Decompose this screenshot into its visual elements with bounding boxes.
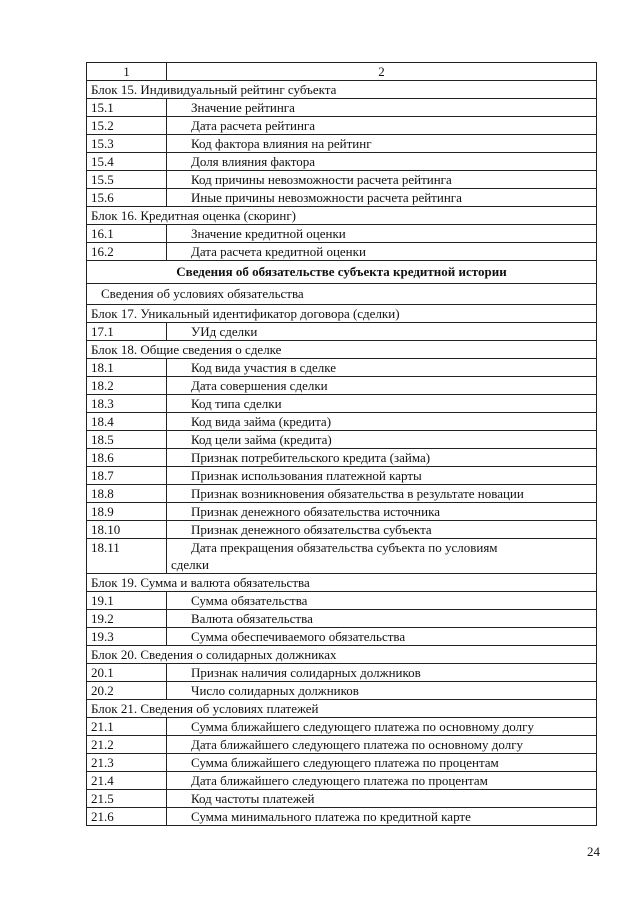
- section-title: Сведения об обязательстве субъекта кредитной истории: [87, 261, 597, 284]
- item-description: УИд сделки: [167, 323, 597, 341]
- item-number: 20.1: [87, 664, 167, 682]
- item-number: 18.7: [87, 467, 167, 485]
- item-number: 15.6: [87, 189, 167, 207]
- item-description: Валюта обязательства: [167, 610, 597, 628]
- item-description: Дата ближайшего следующего платежа по основному долгу: [167, 736, 597, 754]
- block-title: Блок 20. Сведения о солидарных должниках: [87, 646, 597, 664]
- table-row: [87, 225, 597, 243]
- table-row: [87, 153, 597, 171]
- block-title: Блок 21. Сведения об условиях платежей: [87, 700, 597, 718]
- table-row: [87, 135, 597, 153]
- table-row: [87, 485, 597, 503]
- block-row: [87, 207, 597, 225]
- item-number: 21.2: [87, 736, 167, 754]
- header-col-2: 2: [167, 63, 597, 81]
- table-row: [87, 718, 597, 736]
- item-number: 18.10: [87, 521, 167, 539]
- item-number: 18.9: [87, 503, 167, 521]
- table-row: [87, 323, 597, 341]
- item-description: Признак наличия солидарных должников: [167, 664, 597, 682]
- table-row: [87, 117, 597, 135]
- page-number: 24: [587, 844, 600, 859]
- table-row: [87, 736, 597, 754]
- table-row: [87, 395, 597, 413]
- table-row: [87, 682, 597, 700]
- subsection-title: Сведения об условиях обязательства: [87, 284, 597, 305]
- table-row: [87, 592, 597, 610]
- item-description: Сумма минимального платежа по кредитной карте: [167, 808, 597, 826]
- table-row: [87, 243, 597, 261]
- table-row: [87, 171, 597, 189]
- item-number: 20.2: [87, 682, 167, 700]
- item-description: Число солидарных должников: [167, 682, 597, 700]
- block-row: [87, 81, 597, 99]
- table-row: [87, 449, 597, 467]
- item-number: 15.2: [87, 117, 167, 135]
- item-description-line-1: Дата прекращения обязательства субъекта по условиям: [191, 540, 498, 555]
- item-description: Сумма обязательства: [167, 592, 597, 610]
- table-row: [87, 539, 597, 574]
- block-row: [87, 574, 597, 592]
- item-number: 16.2: [87, 243, 167, 261]
- item-description: Дата совершения сделки: [167, 377, 597, 395]
- item-number: 18.6: [87, 449, 167, 467]
- item-description: Значение рейтинга: [167, 99, 597, 117]
- item-description: Код вида участия в сделке: [167, 359, 597, 377]
- item-description: Сумма обеспечиваемого обязательства: [167, 628, 597, 646]
- item-number: 18.5: [87, 431, 167, 449]
- section-row: [87, 261, 597, 284]
- table-row: [87, 754, 597, 772]
- table-row: [87, 628, 597, 646]
- item-description: Значение кредитной оценки: [167, 225, 597, 243]
- item-description: Код причины невозможности расчета рейтинга: [167, 171, 597, 189]
- block-title: Блок 17. Уникальный идентификатор договора (сделки): [87, 305, 597, 323]
- table-row: [87, 467, 597, 485]
- item-description: [167, 539, 597, 574]
- item-description: Сумма ближайшего следующего платежа по основному долгу: [167, 718, 597, 736]
- table-row: [87, 99, 597, 117]
- block-title: Блок 15. Индивидуальный рейтинг субъекта: [87, 81, 597, 99]
- item-number: 18.8: [87, 485, 167, 503]
- table-row: [87, 790, 597, 808]
- table-header-row: [87, 63, 597, 81]
- item-number: 18.1: [87, 359, 167, 377]
- block-title: Блок 19. Сумма и валюта обязательства: [87, 574, 597, 592]
- item-description: Доля влияния фактора: [167, 153, 597, 171]
- item-description: Код фактора влияния на рейтинг: [167, 135, 597, 153]
- item-description: Признак возникновения обязательства в результате новации: [167, 485, 597, 503]
- item-number: 18.4: [87, 413, 167, 431]
- item-description: Признак денежного обязательства источника: [167, 503, 597, 521]
- item-description: Код цели займа (кредита): [167, 431, 597, 449]
- item-number: 17.1: [87, 323, 167, 341]
- item-description: Иные причины невозможности расчета рейтинга: [167, 189, 597, 207]
- table-row: [87, 772, 597, 790]
- requirements-table: [86, 62, 597, 826]
- item-number: 18.2: [87, 377, 167, 395]
- table-row: [87, 664, 597, 682]
- block-row: [87, 646, 597, 664]
- item-number: 18.11: [87, 539, 167, 574]
- table-row: [87, 808, 597, 826]
- block-title: Блок 18. Общие сведения о сделке: [87, 341, 597, 359]
- header-col-1: 1: [87, 63, 167, 81]
- table-row: [87, 359, 597, 377]
- block-title: Блок 16. Кредитная оценка (скоринг): [87, 207, 597, 225]
- item-description: Дата ближайшего следующего платежа по процентам: [167, 772, 597, 790]
- item-description: Код вида займа (кредита): [167, 413, 597, 431]
- item-description: Признак денежного обязательства субъекта: [167, 521, 597, 539]
- item-number: 15.1: [87, 99, 167, 117]
- table-row: [87, 189, 597, 207]
- item-description: Дата расчета рейтинга: [167, 117, 597, 135]
- table-row: [87, 413, 597, 431]
- item-description: Признак потребительского кредита (займа): [167, 449, 597, 467]
- item-number: 21.4: [87, 772, 167, 790]
- item-number: 15.5: [87, 171, 167, 189]
- item-number: 19.2: [87, 610, 167, 628]
- table-row: [87, 503, 597, 521]
- table-row: [87, 610, 597, 628]
- item-description: Сумма ближайшего следующего платежа по процентам: [167, 754, 597, 772]
- item-number: 19.3: [87, 628, 167, 646]
- item-number: 15.4: [87, 153, 167, 171]
- item-description: Дата расчета кредитной оценки: [167, 243, 597, 261]
- table-row: [87, 431, 597, 449]
- subsection-row: [87, 284, 597, 305]
- block-row: [87, 341, 597, 359]
- table-row: [87, 377, 597, 395]
- item-number: 21.3: [87, 754, 167, 772]
- item-description-line-2: сделки: [171, 557, 209, 572]
- item-description: Признак использования платежной карты: [167, 467, 597, 485]
- table-body: [87, 63, 597, 826]
- item-description: Код частоты платежей: [167, 790, 597, 808]
- item-description: Код типа сделки: [167, 395, 597, 413]
- block-row: [87, 305, 597, 323]
- item-number: 15.3: [87, 135, 167, 153]
- item-number: 21.1: [87, 718, 167, 736]
- item-number: 18.3: [87, 395, 167, 413]
- table-row: [87, 521, 597, 539]
- block-row: [87, 700, 597, 718]
- item-number: 19.1: [87, 592, 167, 610]
- item-number: 21.5: [87, 790, 167, 808]
- item-number: 21.6: [87, 808, 167, 826]
- item-number: 16.1: [87, 225, 167, 243]
